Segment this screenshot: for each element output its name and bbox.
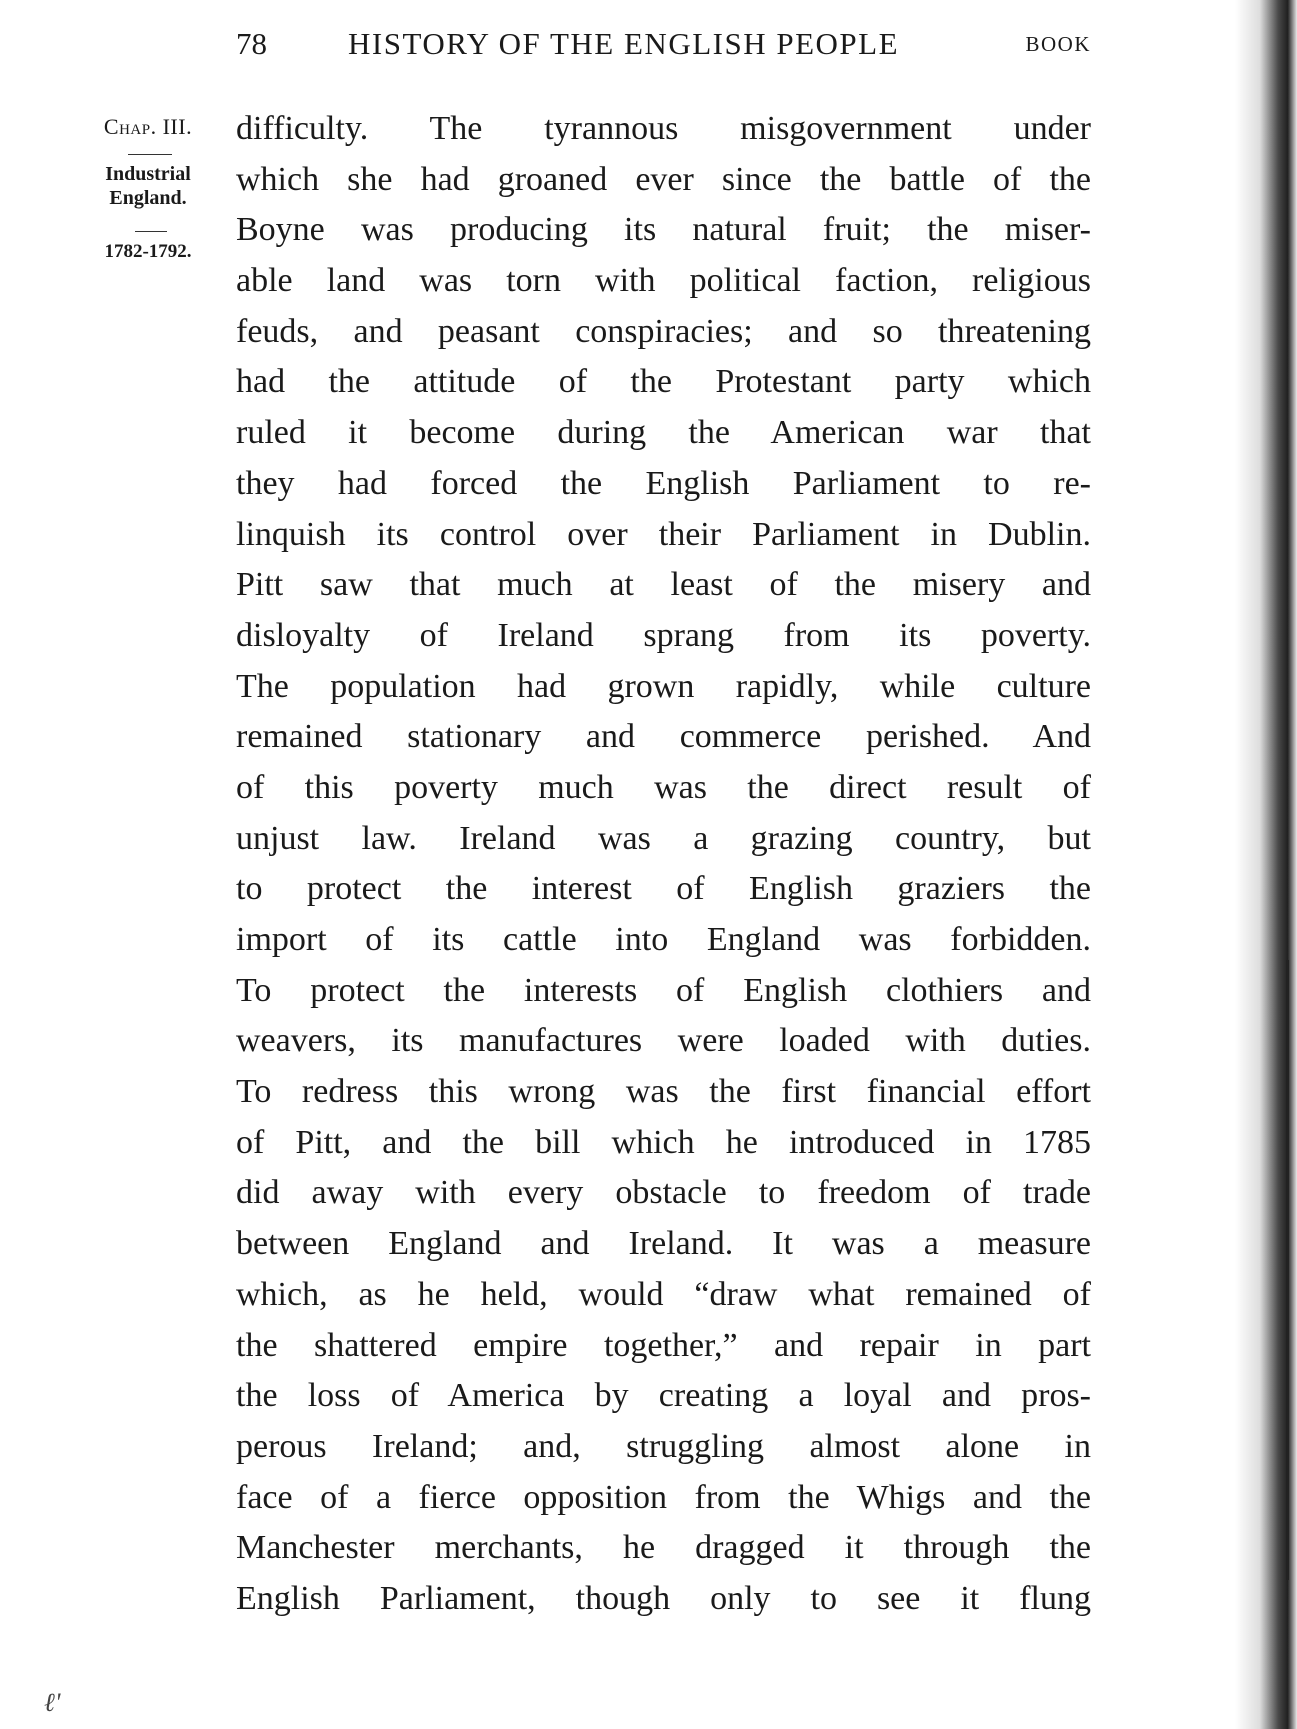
text-line: import of its cattle into England was forbidden.	[236, 921, 1091, 958]
text-line: Manchester merchants, he dragged it through the	[236, 1529, 1091, 1567]
text-line: which, as he held, would “draw what remained of	[236, 1275, 1091, 1313]
text-line: between England and Ireland. It was a measure	[236, 1225, 1091, 1263]
topic-line-2: England.	[109, 187, 187, 209]
text-line: the loss of America by creating a loyal and pros-	[236, 1377, 1091, 1415]
topic-line-1: Industrial	[105, 163, 191, 185]
running-header	[236, 26, 1091, 66]
text-line: unjust law. Ireland was a grazing country, but	[236, 819, 1091, 857]
text-line: To redress this wrong was the first financial effort	[236, 1073, 1091, 1111]
topic-sidenote	[78, 162, 218, 210]
running-title: HISTORY OF THE ENGLISH PEOPLE	[348, 26, 900, 61]
text-line: Boyne was producing its natural fruit; the miser-	[236, 211, 1091, 249]
text-line: remained stationary and commerce perished. And	[236, 718, 1091, 756]
date-sidenote: 1782-1792.	[104, 241, 192, 262]
text-line: ruled it become during the American war that	[236, 414, 1091, 452]
text-line: perous Ireland; and, struggling almost alone in	[236, 1427, 1091, 1465]
chapter-divider	[128, 154, 172, 155]
corner-mark: ℓ'	[44, 1688, 61, 1717]
text-line: linquish its control over their Parliament in Dublin.	[236, 515, 1091, 553]
text-line: difficulty. The tyrannous misgovernment under	[236, 110, 1091, 147]
text-line: weavers, its manufactures were loaded with duties.	[236, 1022, 1091, 1060]
text-line: the shattered empire together,” and repair in part	[236, 1326, 1091, 1364]
text-line: Pitt saw that much at least of the misery and	[236, 566, 1091, 604]
page-number: 78	[236, 26, 267, 61]
body-text	[236, 104, 1091, 1625]
text-line: to protect the interest of English graziers the	[236, 870, 1091, 908]
text-line: of Pitt, and the bill which he introduced in 1785	[236, 1123, 1091, 1161]
topic-divider	[135, 231, 167, 232]
book-label: BOOK	[1025, 32, 1091, 56]
page-edge-line	[1286, 960, 1289, 1580]
text-line: The population had grown rapidly, while culture	[236, 667, 1091, 705]
text-line: which she had groaned ever since the battle of the	[236, 160, 1091, 198]
text-line: face of a fierce opposition from the Whigs and the	[236, 1478, 1091, 1516]
text-line: English Parliament, though only to see it flung	[236, 1579, 1091, 1617]
text-line: of this poverty much was the direct result of	[236, 768, 1091, 806]
text-line: To protect the interests of English clothiers and	[236, 971, 1091, 1009]
text-line: they had forced the English Parliament to re-	[236, 464, 1091, 502]
text-line: able land was torn with political faction, religious	[236, 262, 1091, 300]
text-line: disloyalty of Ireland sprang from its poverty.	[236, 616, 1091, 654]
chapter-sidenote: Chap. III.	[103, 114, 193, 139]
text-line: feuds, and peasant conspiracies; and so threatening	[236, 312, 1091, 350]
text-line: did away with every obstacle to freedom of trade	[236, 1174, 1091, 1212]
text-line: had the attitude of the Protestant party which	[236, 363, 1091, 401]
